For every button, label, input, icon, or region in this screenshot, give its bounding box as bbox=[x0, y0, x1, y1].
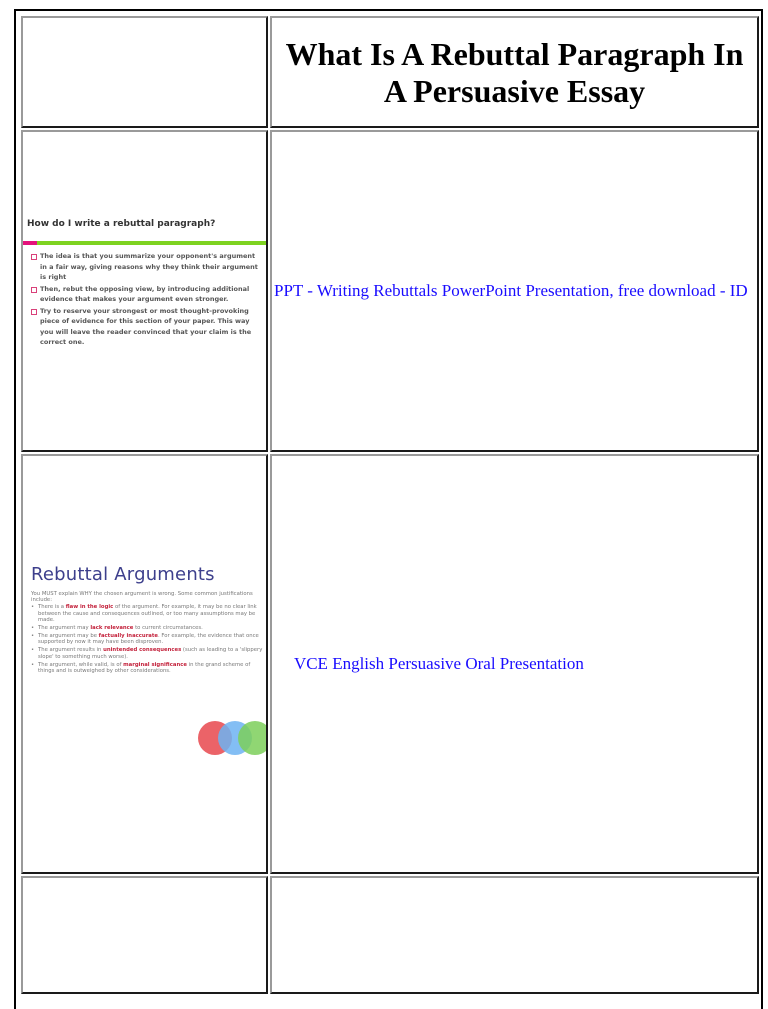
result-link-writing-rebuttals-ppt[interactable]: PPT - Writing Rebuttals PowerPoint Presentation, free download - ID bbox=[274, 281, 748, 300]
bullet-text: The argument, while valid, is of bbox=[38, 661, 124, 668]
table-row bbox=[21, 130, 759, 452]
bullet-text: There is a bbox=[38, 604, 66, 611]
image-cell-empty bbox=[21, 876, 268, 994]
slide-intro: You MUST explain WHY the chosen argument is wrong. Some common justifications include: bbox=[31, 590, 253, 603]
bullet-text: to current circumstances. bbox=[133, 625, 203, 632]
slide-title: Rebuttal Arguments bbox=[31, 563, 215, 585]
bullet-text: The argument may be bbox=[38, 632, 99, 639]
slide-bullet-list bbox=[31, 251, 263, 349]
slide-bullet bbox=[31, 604, 263, 623]
bullet-text: The argument results in bbox=[38, 647, 104, 654]
slide-bullet bbox=[31, 633, 263, 646]
bullet-highlight: lack relevance bbox=[90, 625, 134, 632]
slide-bullet: The idea is that you summarize your opponent's argument in a fair way, giving reasons why they think their argument is right bbox=[31, 251, 263, 283]
slide-body bbox=[31, 591, 263, 676]
slide-bullet bbox=[31, 662, 263, 675]
bullet-highlight: unintended consequences bbox=[103, 647, 182, 654]
slide-thumbnail-writing-rebuttal[interactable] bbox=[23, 191, 266, 391]
content-table bbox=[19, 14, 761, 996]
image-cell bbox=[21, 454, 268, 874]
result-link-vce-english-oral[interactable]: VCE English Persuasive Oral Presentation bbox=[290, 654, 584, 673]
header-empty-cell bbox=[21, 16, 268, 128]
header-row bbox=[21, 16, 759, 128]
link-cell-empty bbox=[270, 876, 759, 994]
page-title: What Is A Rebuttal Paragraph In A Persuasive Essay bbox=[285, 36, 744, 109]
slide-bullet bbox=[31, 647, 263, 660]
bullet-text: of the argument. For example, it may be no clear link between the cause and consequences outlined, or too many assumptions may be made. bbox=[38, 604, 257, 624]
image-cell bbox=[21, 130, 268, 452]
slide-thumbnail-rebuttal-arguments[interactable] bbox=[23, 557, 266, 772]
slide-bullet bbox=[31, 625, 263, 631]
bullet-text: in the grand scheme of things and is outweighed by other considerations. bbox=[38, 661, 251, 674]
bullet-text: (such as leading to a 'slippery slope' to something much worse). bbox=[38, 647, 263, 660]
slide-accent-bar-green bbox=[37, 241, 266, 245]
bullet-highlight: flaw in the logic bbox=[65, 604, 114, 611]
slide-title: How do I write a rebuttal paragraph? bbox=[27, 219, 216, 229]
slide-bullet-list bbox=[31, 604, 263, 674]
table-row bbox=[21, 876, 759, 994]
link-cell bbox=[270, 130, 759, 452]
bullet-highlight: marginal significance bbox=[123, 661, 187, 668]
table-row bbox=[21, 454, 759, 874]
bullet-text: . For example, the evidence that once supported by now it may have been disproven. bbox=[38, 632, 259, 646]
header-title-cell bbox=[270, 16, 759, 128]
link-cell bbox=[270, 454, 759, 874]
bullet-highlight: factually inaccurate bbox=[98, 632, 159, 639]
page-table-frame bbox=[14, 9, 763, 1009]
slide-accent-bar-pink bbox=[23, 241, 37, 245]
slide-bullet: Then, rebut the opposing view, by introducing additional evidence that makes your argument even stronger. bbox=[31, 284, 263, 305]
slide-bullet: Try to reserve your strongest or most thought-provoking piece of evidence for this section of your paper. This way you will leave the reader convinced that your claim is the correct one. bbox=[31, 306, 263, 348]
green-circle-icon bbox=[238, 721, 266, 755]
bullet-text: The argument may bbox=[38, 625, 91, 632]
